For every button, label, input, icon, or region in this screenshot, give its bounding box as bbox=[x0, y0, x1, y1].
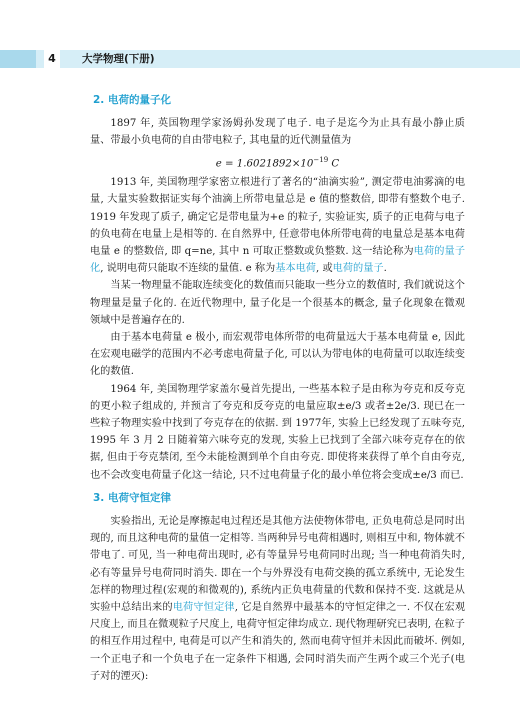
paragraph: 1897 年, 英国物理学家汤姆孙发现了电子. 电子是迄今为止具有最小静止质量、带最小负电荷的自由带电粒子, 其电量的近代测量值为 bbox=[90, 118, 465, 147]
page-body bbox=[90, 88, 465, 685]
text-run: 1913 年, 美国物理学家密立根进行了著名的“油滴实验”, 测定带电油雾滴的电量, 大量实验数据证实每个油滴上所带电量总是 e 值的整数倍, 即带有整数个电子. 1919 年发现了质子, 确定它是带电量为+e 的粒子, 实验证实, 质子的正电荷与电子的负电荷在电量上是相等的. 在自然界中, 任意带电体所带电荷的电量总是基本电荷电量 e 的整数倍, 即 q=ne, 其中 n 可取正整数或负整数. 这一结论称为 bbox=[90, 177, 465, 258]
term-charge-quantization: 电荷的量子化 bbox=[90, 246, 466, 275]
paragraph: 1964 年, 美国物理学家盖尔曼首先提出, 一些基本粒子是由称为夸克和反夸克的更小粒子组成的, 并预言了夸克和反夸克的电量应取±e/3 或者±2e/3. 现已在一些粒子物理实验中找到了夸克存在的依据. 到 1977年, 实验上已经发现了五味夸克, 1995 年 3 月 2 日随着第六味夸克的发现, 实验上已找到了全部六味夸克存在的依据, 但由于夸克禁闭, 至今未能检测到单个自由夸克. 即使将来获得了单个自由夸克, 也不会改变电荷量子化这一结论, 只不过电荷量子化的最小单位将会变成±e/3 而已. bbox=[90, 383, 465, 481]
running-title: 大学物理(下册) bbox=[82, 53, 155, 65]
text-run: , 说明电荷只能取不连续的量值. e 称为 bbox=[100, 263, 276, 275]
electron-charge-formula bbox=[90, 152, 465, 173]
formula-lhs: e = 1.6021892×10 bbox=[215, 158, 314, 169]
text-run: , 或 bbox=[315, 263, 333, 275]
paragraph-conservation bbox=[90, 513, 465, 685]
text-run: . bbox=[383, 263, 387, 275]
text-run: 实验指出, 无论是摩擦起电过程还是其他方法使物体带电, 正负电荷总是同时出现的, 而且这种电荷的量值一定相等. 当两种异号电荷相遇时, 则相互中和, 物体就不带电了. 可见, 当一种电荷出现时, 必有等量异号电荷同时出现; 当一种电荷消失时, 必有等量异号电荷同时消失. 即在一个与外界没有电荷交换的孤立系统中, 无论发生怎样的物理过程(宏观的和微观的), 系统内正负电荷量的代数和保持不变. 这就是从实验中总结出来的 bbox=[90, 516, 465, 614]
term-charge-quantum: 电荷的量子 bbox=[332, 263, 384, 275]
paragraph: 由于基本电荷量 e 极小, 而宏观带电体所带的电荷量远大于基本电荷量 e, 因此在宏观电磁学的范围内不必考虑电荷量子化, 可以认为带电体的电荷量可以取连续变化的数值. bbox=[90, 332, 465, 378]
text-run: , 它是自然界中最基本的守恒定律之一. 不仅在宏观尺度上, 而且在微观粒子尺度上, 电荷守恒定律均成立. 现代物理研究已表明, 在粒子的相互作用过程中, 电荷是可以产生和消失的, 然而电荷守恒并未因此而破坏. 例如, 一个正电子和一个负电子在一定条件下相遇, 会同时消失而产生两个或三个光子(电子对的湮灭): bbox=[90, 602, 466, 682]
paragraph-millikan bbox=[90, 174, 465, 277]
formula-unit: C bbox=[328, 158, 340, 169]
paragraph: 当某一物理量不能取连续变化的数值而只能取一些分立的数值时, 我们就说这个物理量是量子化的. 在近代物理中, 量子化是一个很基本的概念, 量子化现象在微观领域中是普遍存在的. bbox=[90, 280, 465, 326]
section-heading-quantization: 2. 电荷的量子化 bbox=[93, 94, 171, 106]
section-heading-conservation: 3. 电荷守恒定律 bbox=[93, 491, 171, 504]
formula-exponent: −19 bbox=[313, 155, 329, 164]
header-color-block bbox=[0, 50, 36, 68]
running-header-band bbox=[0, 50, 520, 68]
page-number: 4 bbox=[44, 50, 60, 68]
term-charge-conservation-law: 电荷守恒定律 bbox=[172, 602, 235, 614]
term-elementary-charge: 基本电荷 bbox=[275, 263, 316, 275]
